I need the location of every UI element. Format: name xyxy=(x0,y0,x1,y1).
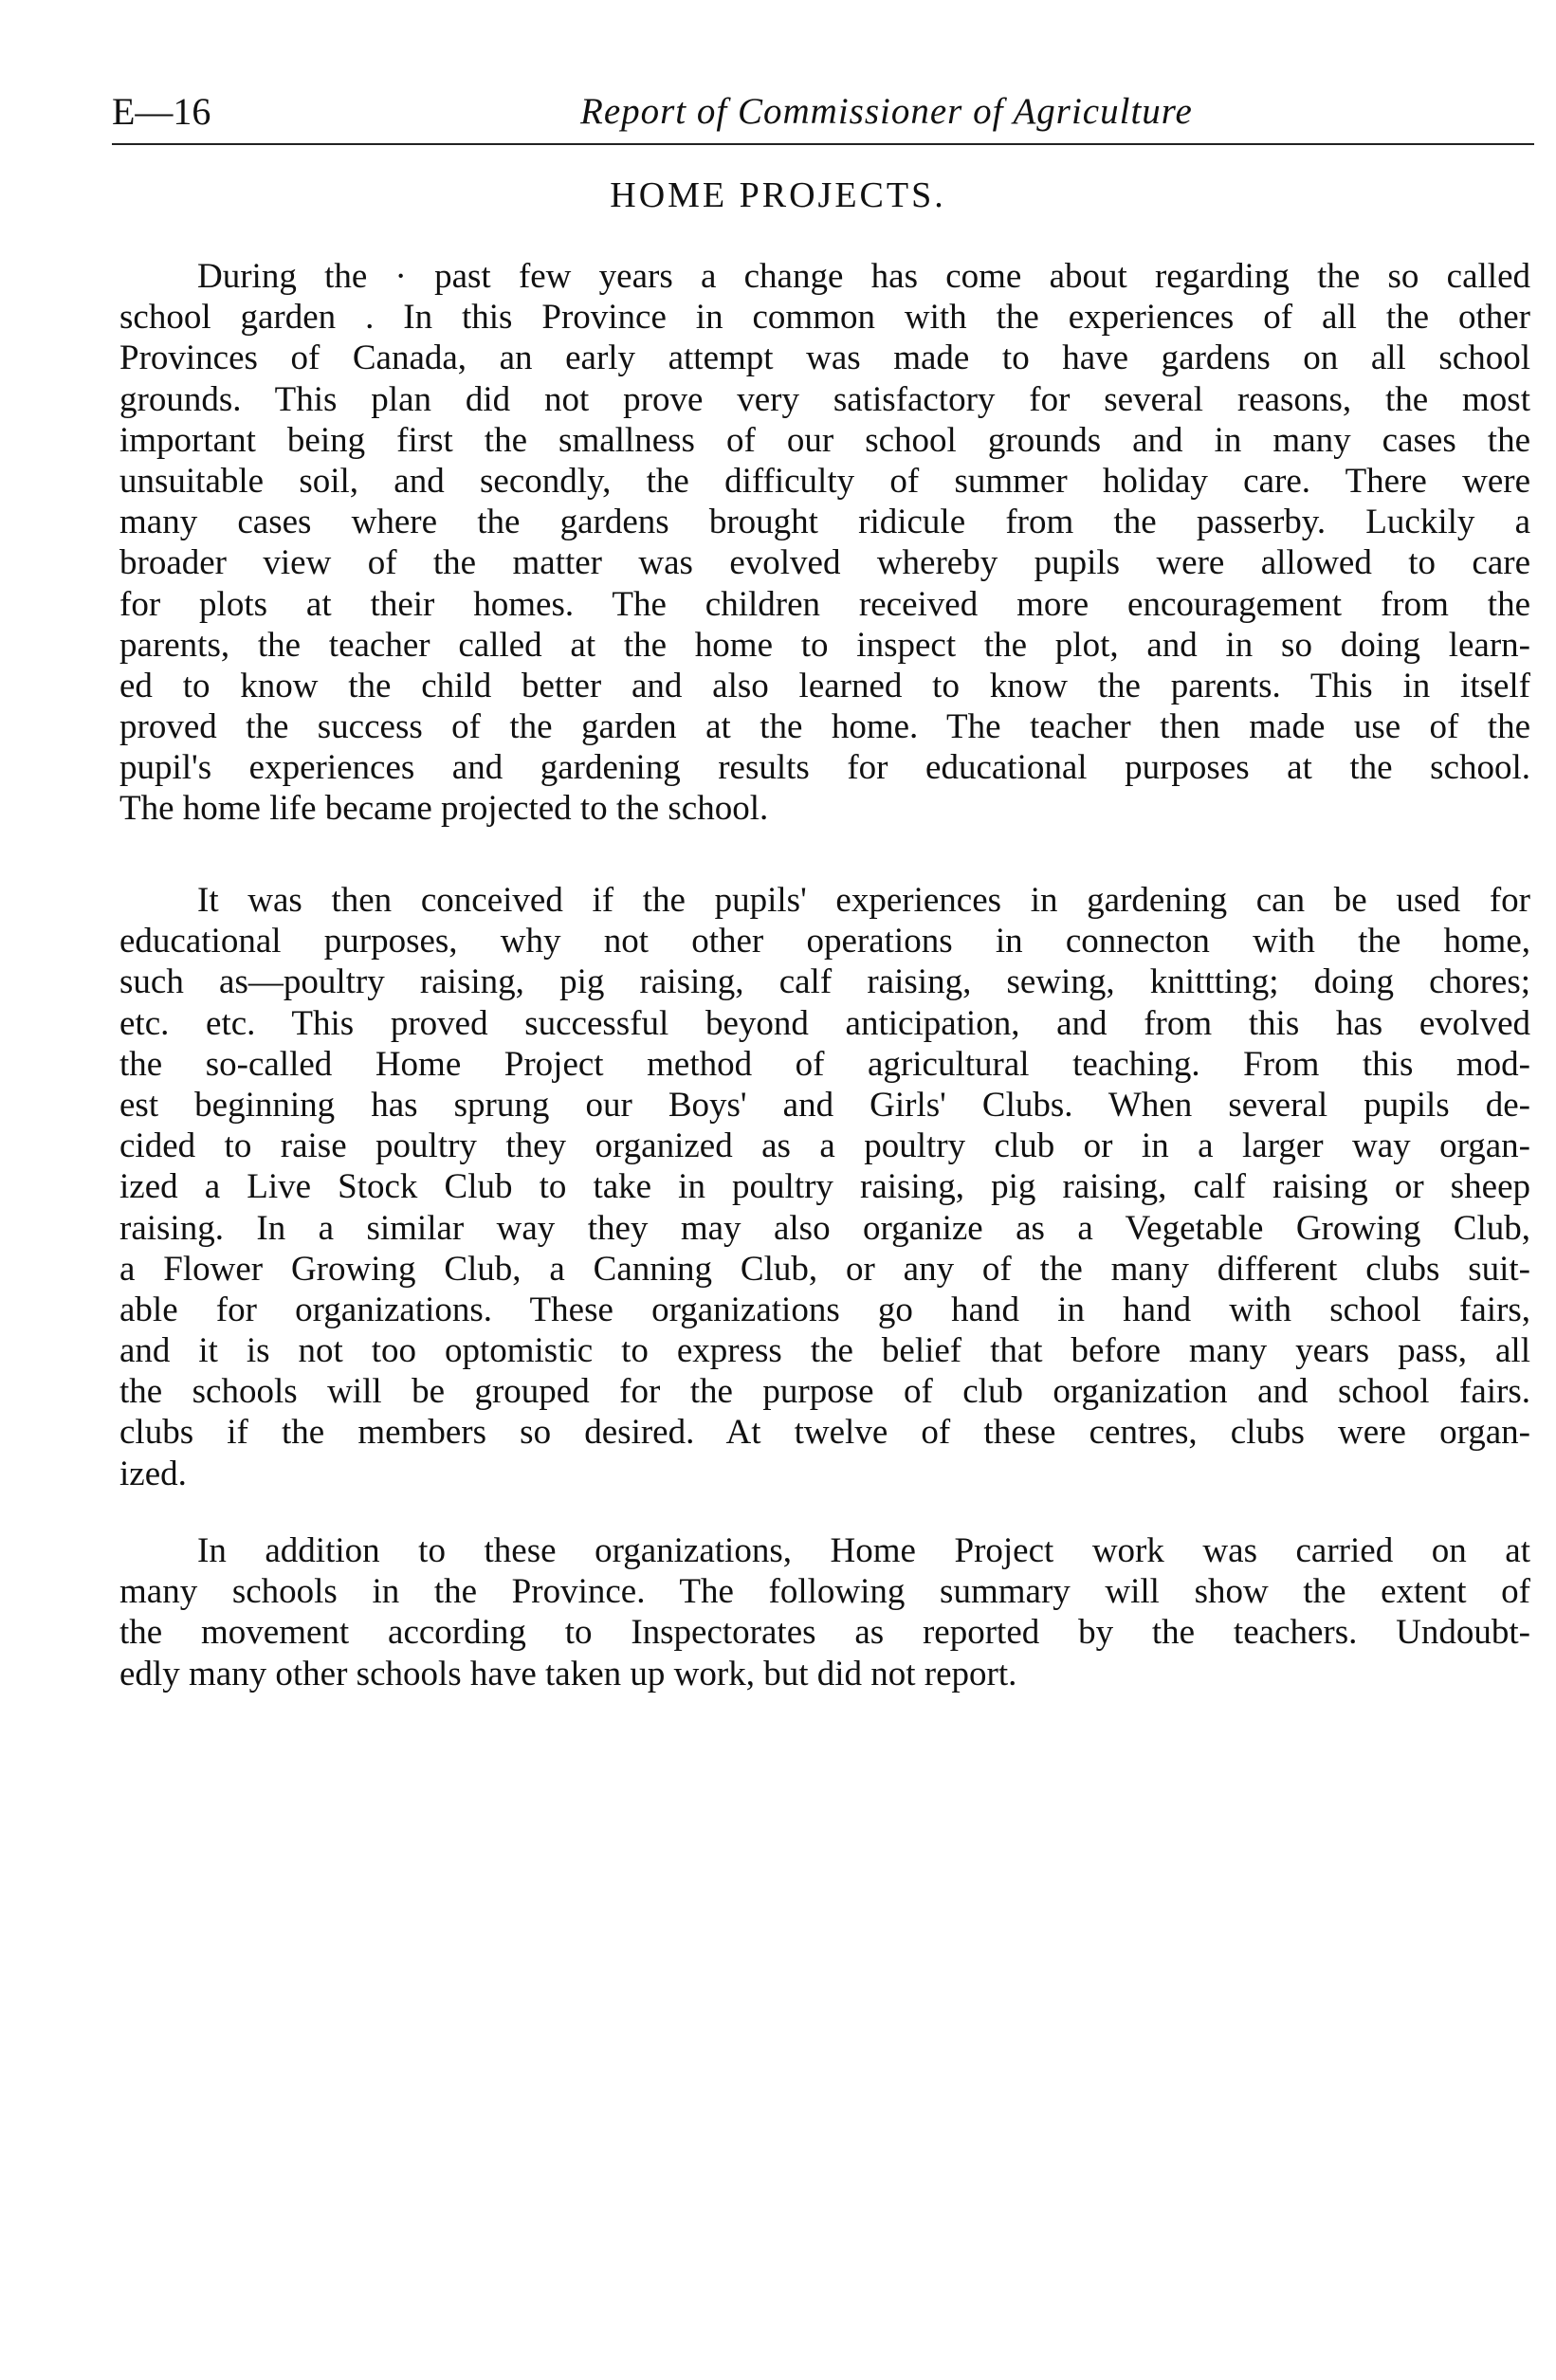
text-line: In addition to these organizations, Home Project work was carried on at xyxy=(197,1531,1530,1570)
text-line: The home life became projected to the school. xyxy=(119,789,769,829)
text-line: Provinces of Canada, an early attempt was made to have gardens on all school xyxy=(119,339,1530,378)
text-line: parents, the teacher called at the home to inspect the plot, and in so doing learn- xyxy=(119,625,1530,665)
text-line: est beginning has sprung our Boys' and Girls' Clubs. When several pupils de- xyxy=(119,1085,1530,1125)
text-line: proved the success of the garden at the home. The teacher then made use of the xyxy=(119,707,1530,747)
text-line: educational purposes, why not other operations in connecton with the home, xyxy=(119,922,1530,961)
text-line: grounds. This plan did not prove very satisfactory for several reasons, the most xyxy=(119,379,1530,419)
text-line: ed to know the child better and also learned to know the parents. This in itself xyxy=(119,666,1530,705)
text-line: raising. In a similar way they may also organize as a Vegetable Growing Club, xyxy=(119,1208,1530,1248)
text-line: the schools will be grouped for the purpose of club organization and school fairs. xyxy=(119,1372,1530,1412)
text-line: such as—poultry raising, pig raising, calf raising, sewing, knittting; doing chores; xyxy=(119,962,1530,1002)
page-header xyxy=(112,83,1534,140)
text-line: school garden . In this Province in common with the experiences of all the other xyxy=(119,298,1530,338)
running-head: Report of Commissioner of Agriculture xyxy=(580,91,1193,132)
header-rule xyxy=(112,143,1534,145)
text-line: edly many other schools have taken up work, but did not report. xyxy=(119,1654,1017,1693)
text-line: unsuitable soil, and secondly, the difficulty of summer holiday care. There were xyxy=(119,461,1530,501)
text-line: pupil's experiences and gardening results for educational purposes at the school. xyxy=(119,748,1530,788)
text-line: a Flower Growing Club, a Canning Club, or any of the many different clubs suit- xyxy=(119,1249,1530,1289)
text-line: It was then conceived if the pupils' experiences in gardening can be used for xyxy=(197,881,1530,920)
text-line: the so-called Home Project method of agricultural teaching. From this mod- xyxy=(119,1044,1530,1084)
text-line: the movement according to Inspectorates as reported by the teachers. Undoubt- xyxy=(119,1613,1530,1653)
text-line: and it is not too optomistic to express the belief that before many years pass, all xyxy=(119,1331,1530,1371)
text-line: etc. etc. This proved successful beyond anticipation, and from this has evolved xyxy=(119,1003,1530,1043)
text-line: clubs if the members so desired. At twelve of these centres, clubs were organ- xyxy=(119,1413,1530,1453)
text-line: cided to raise poultry they organized as a poultry club or in a larger way organ- xyxy=(119,1126,1530,1166)
page-number: E—16 xyxy=(112,90,211,133)
paragraph-3 xyxy=(119,1530,1530,1694)
text-line: During the · past few years a change has come about regarding the so called xyxy=(197,257,1530,296)
text-line: able for organizations. These organizations go hand in hand with school fairs, xyxy=(119,1290,1530,1329)
text-line: broader view of the matter was evolved whereby pupils were allowed to care xyxy=(119,543,1530,583)
text-line: for plots at their homes. The children received more encouragement from the xyxy=(119,584,1530,624)
text-line: ized. xyxy=(119,1454,187,1493)
text-line: important being first the smallness of our school grounds and in many cases the xyxy=(119,420,1530,460)
paragraph-1 xyxy=(119,256,1530,830)
text-line: many schools in the Province. The following summary will show the extent of xyxy=(119,1572,1530,1612)
paragraph-2 xyxy=(119,880,1530,1494)
text-line: many cases where the gardens brought ridicule from the passerby. Luckily a xyxy=(119,503,1530,542)
text-line: ized a Live Stock Club to take in poultry raising, pig raising, calf raising or sheep xyxy=(119,1167,1530,1207)
section-title: HOME PROJECTS. xyxy=(610,175,946,215)
